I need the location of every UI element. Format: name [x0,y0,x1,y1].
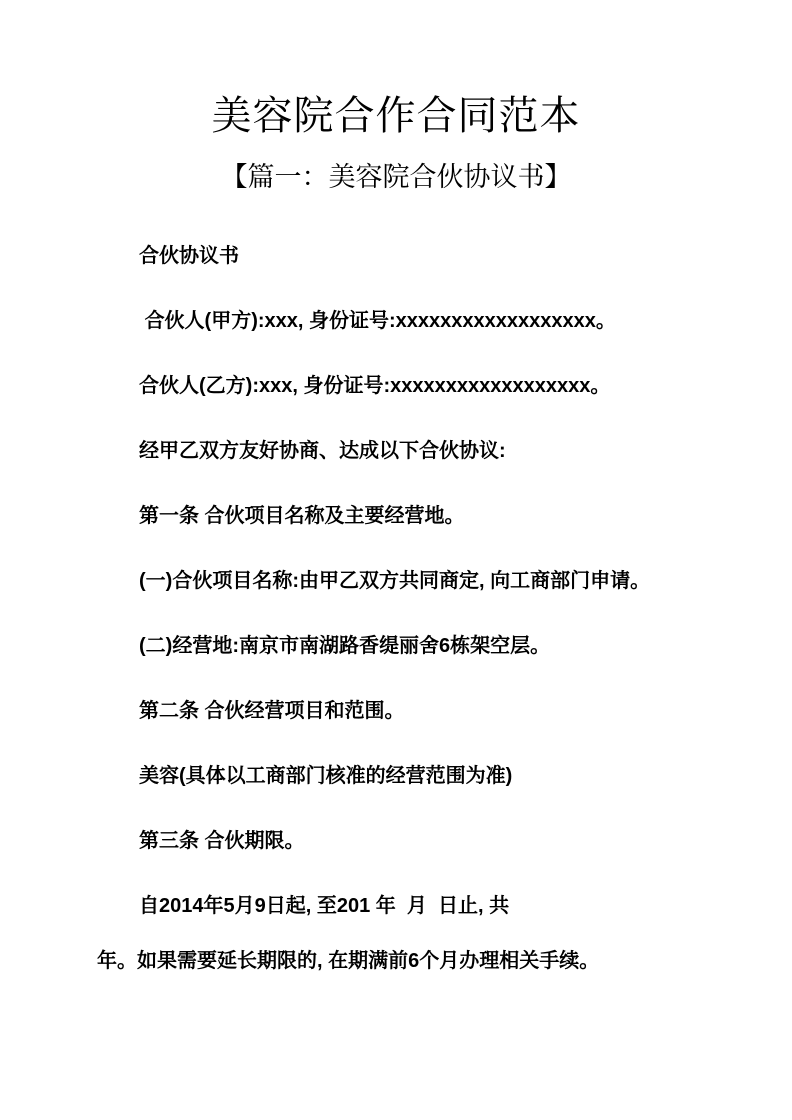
paragraph-party-b: 合伙人(乙方):xxx, 身份证号:xxxxxxxxxxxxxxxxxx。 [139,375,611,397]
paragraph-article-3: 第三条 合伙期限。 [139,830,305,852]
paragraph-preamble: 经甲乙双方友好协商、达成以下合伙协议: [139,440,506,462]
document-body [97,244,737,973]
paragraph-article-3-term-line-2: 年。如果需要延长期限的, 在期满前6个月办理相关手续。 [97,950,600,972]
paragraph-party-a: 合伙人(甲方):xxx, 身份证号:xxxxxxxxxxxxxxxxxx。 [139,310,616,332]
document-subtitle: 【篇一：美容院合伙协议书】 [220,162,572,192]
paragraph-article-2-scope: 美容(具体以工商部门核准的经营范围为准) [139,765,513,787]
paragraph-article-3-term-line-1: 自2014年5月9日起, 至201 年 月 日止, 共 [139,895,510,917]
paragraph-article-2: 第二条 合伙经营项目和范围。 [139,700,405,722]
paragraph-article-1-item-1: (一)合伙项目名称:由甲乙双方共同商定, 向工商部门申请。 [139,570,651,592]
paragraph-article-1-item-2: (二)经营地:南京市南湖路香缇丽舍6栋架空层。 [139,635,551,657]
document-title: 美容院合作合同范本 [211,93,581,138]
paragraph-article-1: 第一条 合伙项目名称及主要经营地。 [139,505,465,527]
paragraph-heading: 合伙协议书 [139,245,239,267]
